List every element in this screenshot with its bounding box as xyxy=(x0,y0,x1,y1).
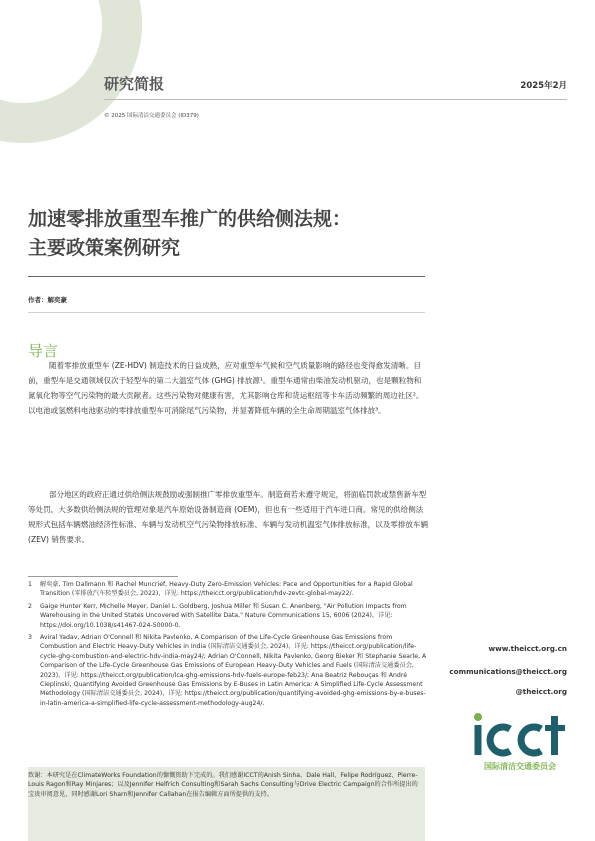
footnote-text: Gaige Hunter Kerr, Michelle Meyer, Daniel L. Goldberg, Joshua Miller 和 Susan C. Anenberg, "Air Pollution Impacts from Warehousing in the United States Uncovered with Satellite Data," Nature Communications 15, 6006 (2024)，详见: https://doi.org/10.1038/s41467-024-50000-0. xyxy=(40,602,407,629)
decorative-arc xyxy=(0,0,142,143)
footnote xyxy=(28,633,428,708)
logo-subtitle: 国际清洁交通委员会 xyxy=(484,762,556,771)
email-link[interactable]: communications@theicct.org xyxy=(449,667,567,676)
copyright-notice: © 2025 国际清洁交通委员会 (ID379) xyxy=(104,113,199,119)
acknowledgment-box: 致谢：本研究是在ClimateWorks Foundation的慷慨资助下完成的。我们感谢ICCT的Anish Sinha、Dale Hall、Felipe Rodríguez、Pierre-Louis Ragon和Ray Minjares；以及Jennifer Helfrich Consulting和Sarah Sachs Consulting与Drive Electric Campaign的合作所提出的宝贵审阅意见，同时感谢Lori Sharn和Jennifer Callahan在报告编辑方面所提供的支持。 xyxy=(28,767,425,841)
section-heading: 导言 xyxy=(28,342,59,360)
title-divider xyxy=(28,276,425,277)
document-title xyxy=(28,205,351,263)
header-divider xyxy=(104,99,567,100)
icct-wordmark-icon xyxy=(472,708,568,760)
social-handle[interactable]: @theicct.org xyxy=(515,687,567,696)
footnote xyxy=(28,602,428,630)
intro-paragraph-2: 部分地区的政府正通过供给侧法规鼓励或强制推广零排放重型车。制造商若未遵守规定，将面临罚款或禁售新车型等处罚。大多数供给侧法规的管理对象是汽车原始设备制造商 (OEM)，但也有一些适用于汽车进口商。常见的供给侧法规形式包括车辆燃油经济性标准、车辆与发动机空气污染物排放标准、车辆与发动机温室气体排放标准，以及零排放车辆 (ZEV) 销售要求。 xyxy=(28,490,428,544)
title-line-1: 加速零排放重型车推广的供给侧法规： xyxy=(28,208,352,230)
intro-paragraph-1: 随着零排放重型车 (ZE-HDV) 制造技术的日益成熟，应对重型车气候和空气质量影响的路径也变得愈发清晰。目前，重型车是交通领域仅次于轻型车的第二大温室气体 (GHG) 排放源¹。重型车通常由柴油发动机驱动，也是颗粒物和氮氧化物等空气污染物的最大贡献者。这些污染物对健康有害，尤其影响仓库和货运枢纽等卡车活动频繁的周边社区²。以电池或氢燃料电池驱动的零排放重型车可消除尾气污染物，并显著降低车辆的全生命周期温室气体排放³。 xyxy=(28,361,424,415)
title-line-2: 主要政策案例研究 xyxy=(28,237,181,259)
footnotes xyxy=(28,580,428,711)
document-type: 研究简报 xyxy=(104,75,165,93)
footnote-text: Aviral Yadav, Adrian O'Connell 和 Nikita Pavlenko, A Comparison of the Life-Cycle Greenhouse Gas Emissions from Combustion and Electric Heavy-Duty Vehicles in India (国际清洁交通委员会, 2024)，详见: https://theicct.org/publication/life-cycle-ghg-combustion-and-electric-hdv-india-may24/; Adrian O'Connell, Nikita Pavlenko, Georg Bieker 和 Stephanie Searle, A Comparison of the Life-Cycle Greenhouse Gas Emissions of European Heavy-Duty Vehicles and Fuels (国际清洁交通委员会, 2023)，详见: https://theicct.org/publication/lca-ghg-emissions-hdv-fuels-europe-feb23/; Ana Beatriz Rebouças 和 André Cieplinski, Quantifying Avoided Greenhouse Gas Emissions by E-Buses in Latin America: A Simplified Life-Cycle Assessment Methodology (国际清洁交通委员会, 2024)，详见: https://theicct.org/publication/quantifying-avoided-ghg-emissions-by-e-buses-in-latin-america-a-simplified-life-cycle-assessment-methodology-aug24/. xyxy=(40,634,427,707)
footnote-number: 2 xyxy=(28,602,32,610)
icct-logo xyxy=(472,708,568,772)
publication-date: 2025年2月 xyxy=(520,81,567,91)
footnote-text: 解奕豪, Tim Dallmann 和 Rachel Muncrief, Heavy-Duty Zero-Emission Vehicles: Pace and Opportunities for a Rapid Global Transition (零排放汽车转型委员会, 2022)，详见: https://theicct.org/publication/hdv-zevtc-global-may22/. xyxy=(40,581,413,598)
author-line: 作者：解奕豪 xyxy=(28,296,67,304)
website-link[interactable]: www.theicct.org.cn xyxy=(488,644,567,653)
footnote-number: 1 xyxy=(28,581,32,588)
footnote xyxy=(28,580,428,599)
author-divider xyxy=(28,312,425,313)
footnote-number: 3 xyxy=(28,634,32,642)
footnote-divider xyxy=(28,576,178,577)
